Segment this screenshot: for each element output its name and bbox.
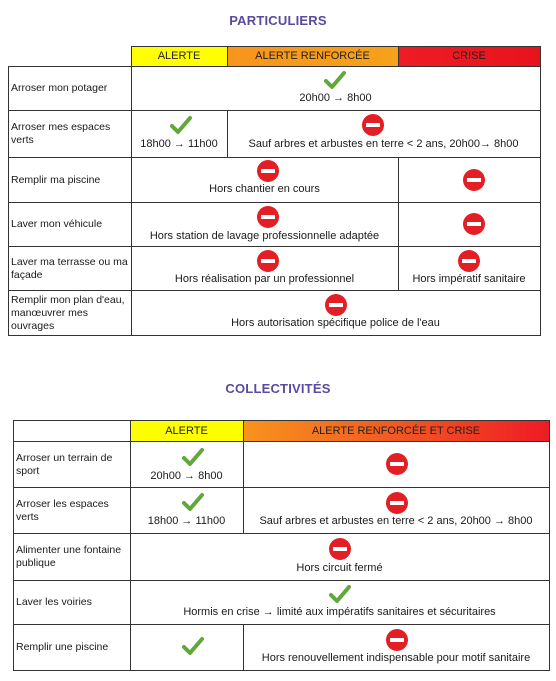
row-note: Hors station de lavage professionnelle adaptée bbox=[149, 230, 380, 242]
header-alerte: ALERTE bbox=[130, 420, 243, 441]
no-entry-icon bbox=[386, 453, 408, 475]
row-note-alerte: 18h00 → 11h00 bbox=[140, 138, 218, 150]
row-label: Arroser les espaces verts bbox=[16, 497, 109, 523]
row-label: Laver ma terrasse ou ma façade bbox=[11, 255, 128, 281]
row-label: Laver les voiries bbox=[16, 596, 92, 608]
row-note: Hormis en crise → limité aux impératifs sanitaires et sécuritaires bbox=[183, 606, 496, 618]
row-note: Hors réalisation par un professionnel bbox=[174, 273, 355, 285]
row-label: Remplir ma piscine bbox=[11, 173, 101, 186]
row-label: Alimenter une fontaine publique bbox=[16, 544, 122, 569]
row-label: Remplir mon plan d'eau, manœuvrer mes ouvrages bbox=[11, 293, 125, 332]
header-alerte: ALERTE bbox=[131, 46, 227, 66]
check-icon bbox=[182, 492, 204, 512]
row-note: Sauf arbres et arbustes en terre < 2 ans, 20h00 → 8h00 bbox=[259, 515, 533, 527]
check-icon bbox=[182, 447, 204, 467]
row-note-renforcee: Sauf arbres et arbustes en terre < 2 ans, 20h00→ 8h00 bbox=[248, 138, 519, 150]
no-entry-icon bbox=[329, 538, 351, 560]
row-note: Hors chantier en cours bbox=[209, 183, 320, 195]
row-note: Hors autorisation spécifique police de l'eau bbox=[231, 317, 440, 329]
no-entry-icon bbox=[386, 492, 408, 514]
title-particuliers: PARTICULIERS bbox=[229, 13, 327, 28]
row-label: Arroser mon potager bbox=[11, 82, 108, 94]
row-note-alerte: 20h00 → 8h00 bbox=[150, 470, 223, 482]
row-note-crise: Hors impératif sanitaire bbox=[412, 273, 526, 285]
title-collectivites: COLLECTIVITÉS bbox=[225, 381, 331, 396]
row-label: Remplir une piscine bbox=[16, 641, 109, 653]
check-icon bbox=[329, 584, 351, 604]
header-crise: CRISE bbox=[398, 46, 540, 66]
row-note: 20h00 → 8h00 bbox=[299, 92, 372, 104]
check-icon bbox=[182, 636, 204, 656]
row-label: Arroser un terrain de sport bbox=[16, 451, 113, 477]
row-label: Arroser mes espaces verts bbox=[11, 121, 111, 146]
row-note: Hors circuit fermé bbox=[296, 562, 383, 574]
row-note: Hors renouvellement indispensable pour motif sanitaire bbox=[261, 652, 531, 664]
row-label: Laver mon véhicule bbox=[11, 218, 103, 230]
no-entry-icon bbox=[386, 629, 408, 651]
header-alerte-renforcee: ALERTE RENFORCÉE bbox=[227, 46, 398, 66]
header-alerte-renforcee-crise: ALERTE RENFORCÉE ET CRISE bbox=[243, 420, 549, 441]
row-note-alerte: 18h00 → 11h00 bbox=[147, 515, 226, 527]
